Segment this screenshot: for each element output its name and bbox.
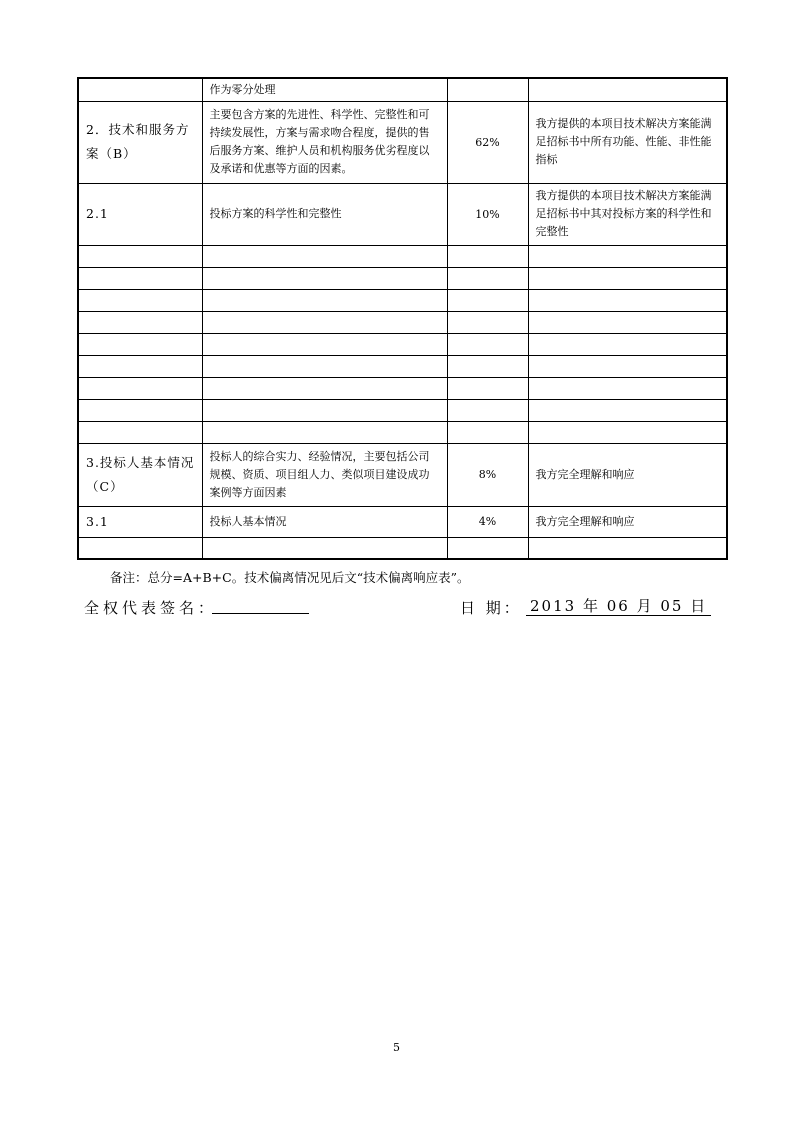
weight-cell: 62% [447,101,528,183]
item-cell: 2.1 [78,183,202,245]
table-row [78,421,727,443]
weight-cell [447,399,528,421]
weight-cell [447,333,528,355]
response-cell [528,421,727,443]
table-row [78,311,727,333]
table-row [78,289,727,311]
item-cell [78,421,202,443]
table-row [78,355,727,377]
content-cell [202,355,447,377]
table-row [78,267,727,289]
weight-cell [447,78,528,101]
content-cell [202,245,447,267]
response-cell [528,267,727,289]
item-cell [78,377,202,399]
signature-field[interactable] [212,613,309,614]
response-cell [528,377,727,399]
response-cell: 我方提供的本项目技术解决方案能满足招标书中所有功能、性能、非性能指标 [528,101,727,183]
weight-cell [447,289,528,311]
weight-cell: 10% [447,183,528,245]
content-cell: 主要包含方案的先进性、科学性、完整性和可持续发展性，方案与需求吻合程度，提供的售后服务方案、维护人员和机构服务优劣程度以及承诺和优惠等方面的因素。 [202,101,447,183]
response-cell: 我方提供的本项目技术解决方案能满足招标书中其对投标方案的科学性和完整性 [528,183,727,245]
response-cell [528,78,727,101]
table-row [78,333,727,355]
response-cell [528,245,727,267]
table-row [78,506,727,537]
item-cell [78,399,202,421]
weight-cell [447,421,528,443]
weight-cell [447,377,528,399]
content-cell: 作为零分处理 [202,78,447,101]
item-cell [78,78,202,101]
response-cell [528,537,727,559]
response-cell: 我方完全理解和响应 [528,443,727,506]
weight-cell [447,537,528,559]
item-cell [78,267,202,289]
item-cell: 2．技术和服务方案（B） [78,101,202,183]
response-cell [528,289,727,311]
item-cell [78,245,202,267]
response-cell [528,355,727,377]
table-row [78,245,727,267]
weight-cell [447,311,528,333]
page-number: 5 [393,1041,400,1054]
response-cell: 我方完全理解和响应 [528,506,727,537]
table-row [78,183,727,245]
content-cell: 投标人基本情况 [202,506,447,537]
weight-cell [447,267,528,289]
footnote: 备注：总分=A+B+C。技术偏离情况见后文“技术偏离响应表”。 [110,570,470,585]
item-cell [78,537,202,559]
response-cell [528,333,727,355]
signature-label: 全权代表签名： [84,599,218,617]
content-cell [202,289,447,311]
table-row [78,537,727,559]
item-cell: 3.1 [78,506,202,537]
content-cell: 投标方案的科学性和完整性 [202,183,447,245]
table-row [78,78,727,101]
weight-cell: 8% [447,443,528,506]
table-row [78,443,727,506]
item-cell: 3.投标人基本情况（C） [78,443,202,506]
content-cell [202,267,447,289]
table-row [78,399,727,421]
content-cell [202,537,447,559]
content-cell [202,333,447,355]
weight-cell [447,355,528,377]
content-cell [202,311,447,333]
content-cell [202,399,447,421]
content-cell: 投标人的综合实力、经验情况，主要包括公司规模、资质、项目组人力、类似项目建设成功案例等方面因素 [202,443,447,506]
date-field: 2013 年 06 月 05 日 [526,597,711,616]
weight-cell [447,245,528,267]
item-cell [78,355,202,377]
item-cell [78,289,202,311]
table-row [78,101,727,183]
table-row [78,377,727,399]
item-cell [78,333,202,355]
scoring-table [77,77,728,560]
item-cell [78,311,202,333]
weight-cell: 4% [447,506,528,537]
date-label: 日 期： [460,599,522,617]
response-cell [528,399,727,421]
content-cell [202,377,447,399]
content-cell [202,421,447,443]
response-cell [528,311,727,333]
